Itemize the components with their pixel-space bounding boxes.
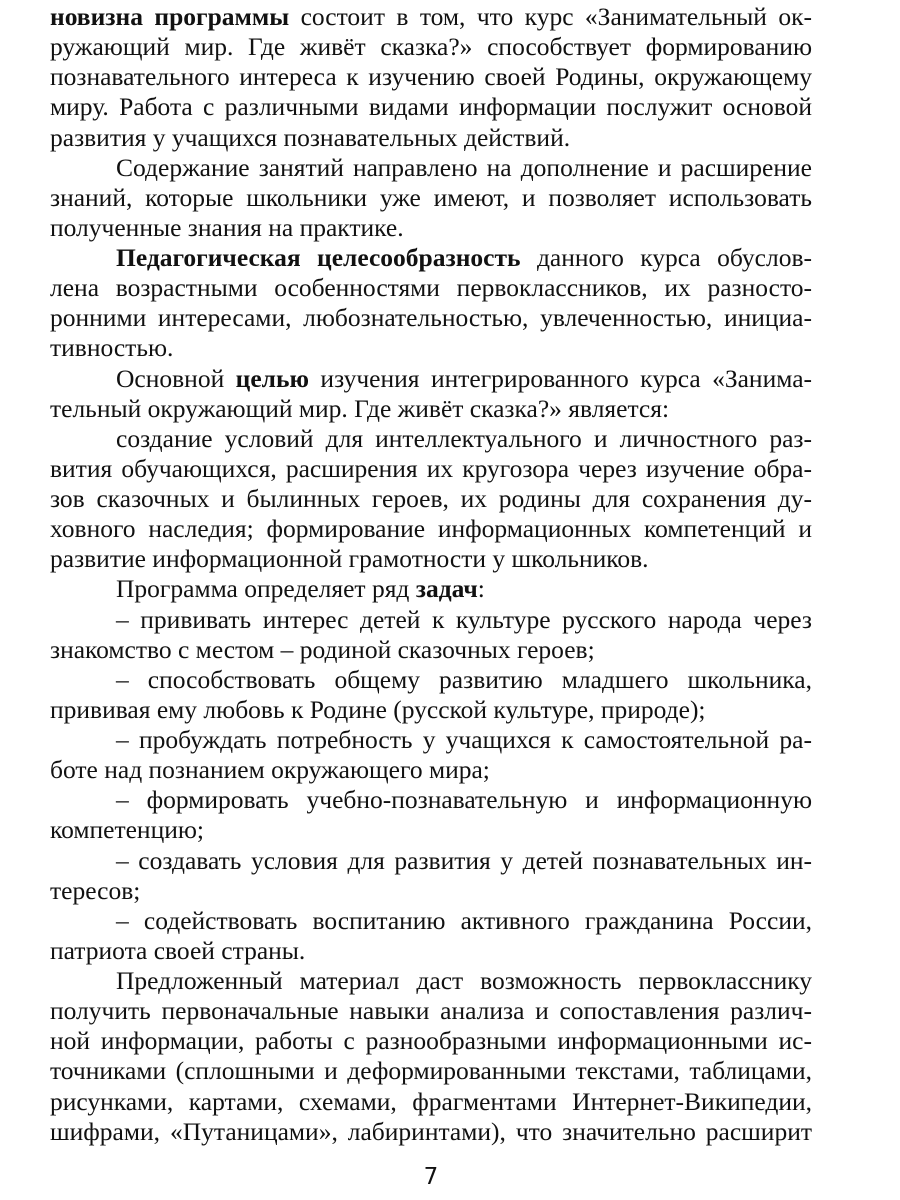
text-line [50, 394, 812, 424]
text-line [50, 785, 812, 815]
text-line [50, 123, 812, 153]
text-line [50, 725, 812, 755]
text-segment: состоит в том, что курс «Занимательный ок- [289, 2, 812, 31]
text-line [50, 1117, 812, 1147]
text-line [50, 1087, 812, 1117]
text-segment: знакомство с местом – родиной сказочных героев; [50, 634, 595, 664]
text-segment: миру. Работа с различными видами информации послужит основой [50, 92, 812, 122]
text-segment: – формировать учебно-познавательную и информационную [116, 785, 812, 815]
text-line [50, 243, 812, 273]
text-segment: – создавать условия для развития у детей познавательных ин- [116, 845, 812, 875]
text-segment: боте над познанием окружающего мира; [50, 755, 490, 785]
text-segment: : [477, 574, 485, 604]
bold-text-segment: новизна программы [50, 2, 290, 31]
text-line [50, 62, 812, 92]
text-segment: – способствовать общему развитию младшего школьника, [116, 664, 812, 694]
text-line [50, 544, 812, 574]
text-line [50, 2, 812, 32]
text-segment: шифрами, «Путаницами», лабиринтами), что значительно расширит [50, 1116, 812, 1146]
text-segment: развитие информационной грамотности у школьников. [50, 544, 649, 574]
text-segment: Основной [116, 363, 236, 393]
text-line [50, 153, 812, 183]
text-segment: Содержание занятий направлено на дополнение и расширение [116, 152, 812, 182]
text-segment: создание условий для интеллектуального и личностного раз- [116, 423, 812, 453]
text-segment: тивностью. [50, 333, 174, 363]
text-segment: ружающий мир. Где живёт сказка?» способствует формированию [50, 32, 812, 62]
text-segment: компетенцию; [50, 815, 204, 845]
text-line [50, 514, 812, 544]
text-line [50, 665, 812, 695]
bold-text-segment: задач [415, 574, 478, 604]
text-segment: ронними интересами, любознательностью, увлеченностью, инициа- [50, 303, 812, 333]
text-segment: изучения интегрированного курса «Занима- [308, 363, 813, 393]
text-line [50, 815, 812, 845]
text-segment: тересов; [50, 875, 141, 905]
text-segment: получить первоначальные навыки анализа и сопоставления различ- [50, 996, 812, 1026]
text-segment: зов сказочных и былинных героев, их родины для сохранения ду- [50, 484, 812, 513]
text-segment: ной информации, работы с разнообразными информационными ис- [50, 1026, 812, 1056]
text-line [50, 966, 812, 996]
text-segment: – прививать интерес детей к культуре русского народа через [116, 604, 812, 634]
text-line [50, 635, 812, 665]
text-segment: – пробуждать потребность у учащихся к самостоятельной ра- [116, 725, 812, 754]
text-line [50, 605, 812, 635]
text-line [50, 936, 812, 966]
text-line [50, 755, 812, 785]
text-line [50, 32, 812, 62]
text-line [50, 92, 812, 122]
bold-text-segment: Педагогическая целесообразность [116, 243, 521, 272]
text-segment: Программа определяет ряд [116, 574, 416, 604]
text-segment: данного курса обуслов- [520, 243, 813, 272]
text-line [50, 996, 812, 1026]
text-line [50, 906, 812, 936]
text-segment: патриота своей страны. [50, 935, 306, 965]
text-segment: лена возрастными особенностями первоклассников, их разносто- [50, 273, 812, 303]
text-line [50, 484, 812, 514]
text-line [50, 574, 812, 604]
text-segment: познавательного интереса к изучению своей Родины, окружающему [50, 62, 812, 92]
text-segment: ховного наследия; формирование информационных компетенций и [50, 514, 812, 544]
bold-text-segment: целью [235, 363, 309, 393]
text-segment: знаний, которые школьники уже имеют, и позволяет использовать [50, 182, 812, 212]
text-line [50, 424, 812, 454]
text-segment: Предложенный материал даст возможность первокласснику [116, 966, 812, 995]
text-line [50, 1056, 812, 1086]
body-text [50, 2, 812, 1147]
text-segment: рисунками, картами, схемами, фрагментами Интернет-Википедии, [50, 1086, 812, 1116]
text-line [50, 364, 812, 394]
text-line [50, 183, 812, 213]
text-line [50, 846, 812, 876]
text-segment: вития обучающихся, расширения их кругозора через изучение обра- [50, 453, 812, 483]
text-line [50, 273, 812, 303]
text-line [50, 303, 812, 333]
text-line [50, 695, 812, 725]
text-line [50, 1026, 812, 1056]
text-line [50, 876, 812, 906]
text-line [50, 333, 812, 363]
text-segment: прививая ему любовь к Родине (русской культуре, природе); [50, 694, 706, 724]
page-number: 7 [423, 1164, 439, 1190]
text-line [50, 213, 812, 243]
text-line [50, 454, 812, 484]
text-segment: развития у учащихся познавательных действий. [50, 122, 571, 152]
text-segment: тельный окружающий мир. Где живёт сказка?» является: [50, 393, 670, 423]
text-segment: – содействовать воспитанию активного гражданина России, [116, 905, 812, 935]
text-segment: точниками (сплошными и деформированными текстами, таблицами, [50, 1056, 812, 1086]
text-segment: полученные знания на практике. [50, 212, 404, 242]
